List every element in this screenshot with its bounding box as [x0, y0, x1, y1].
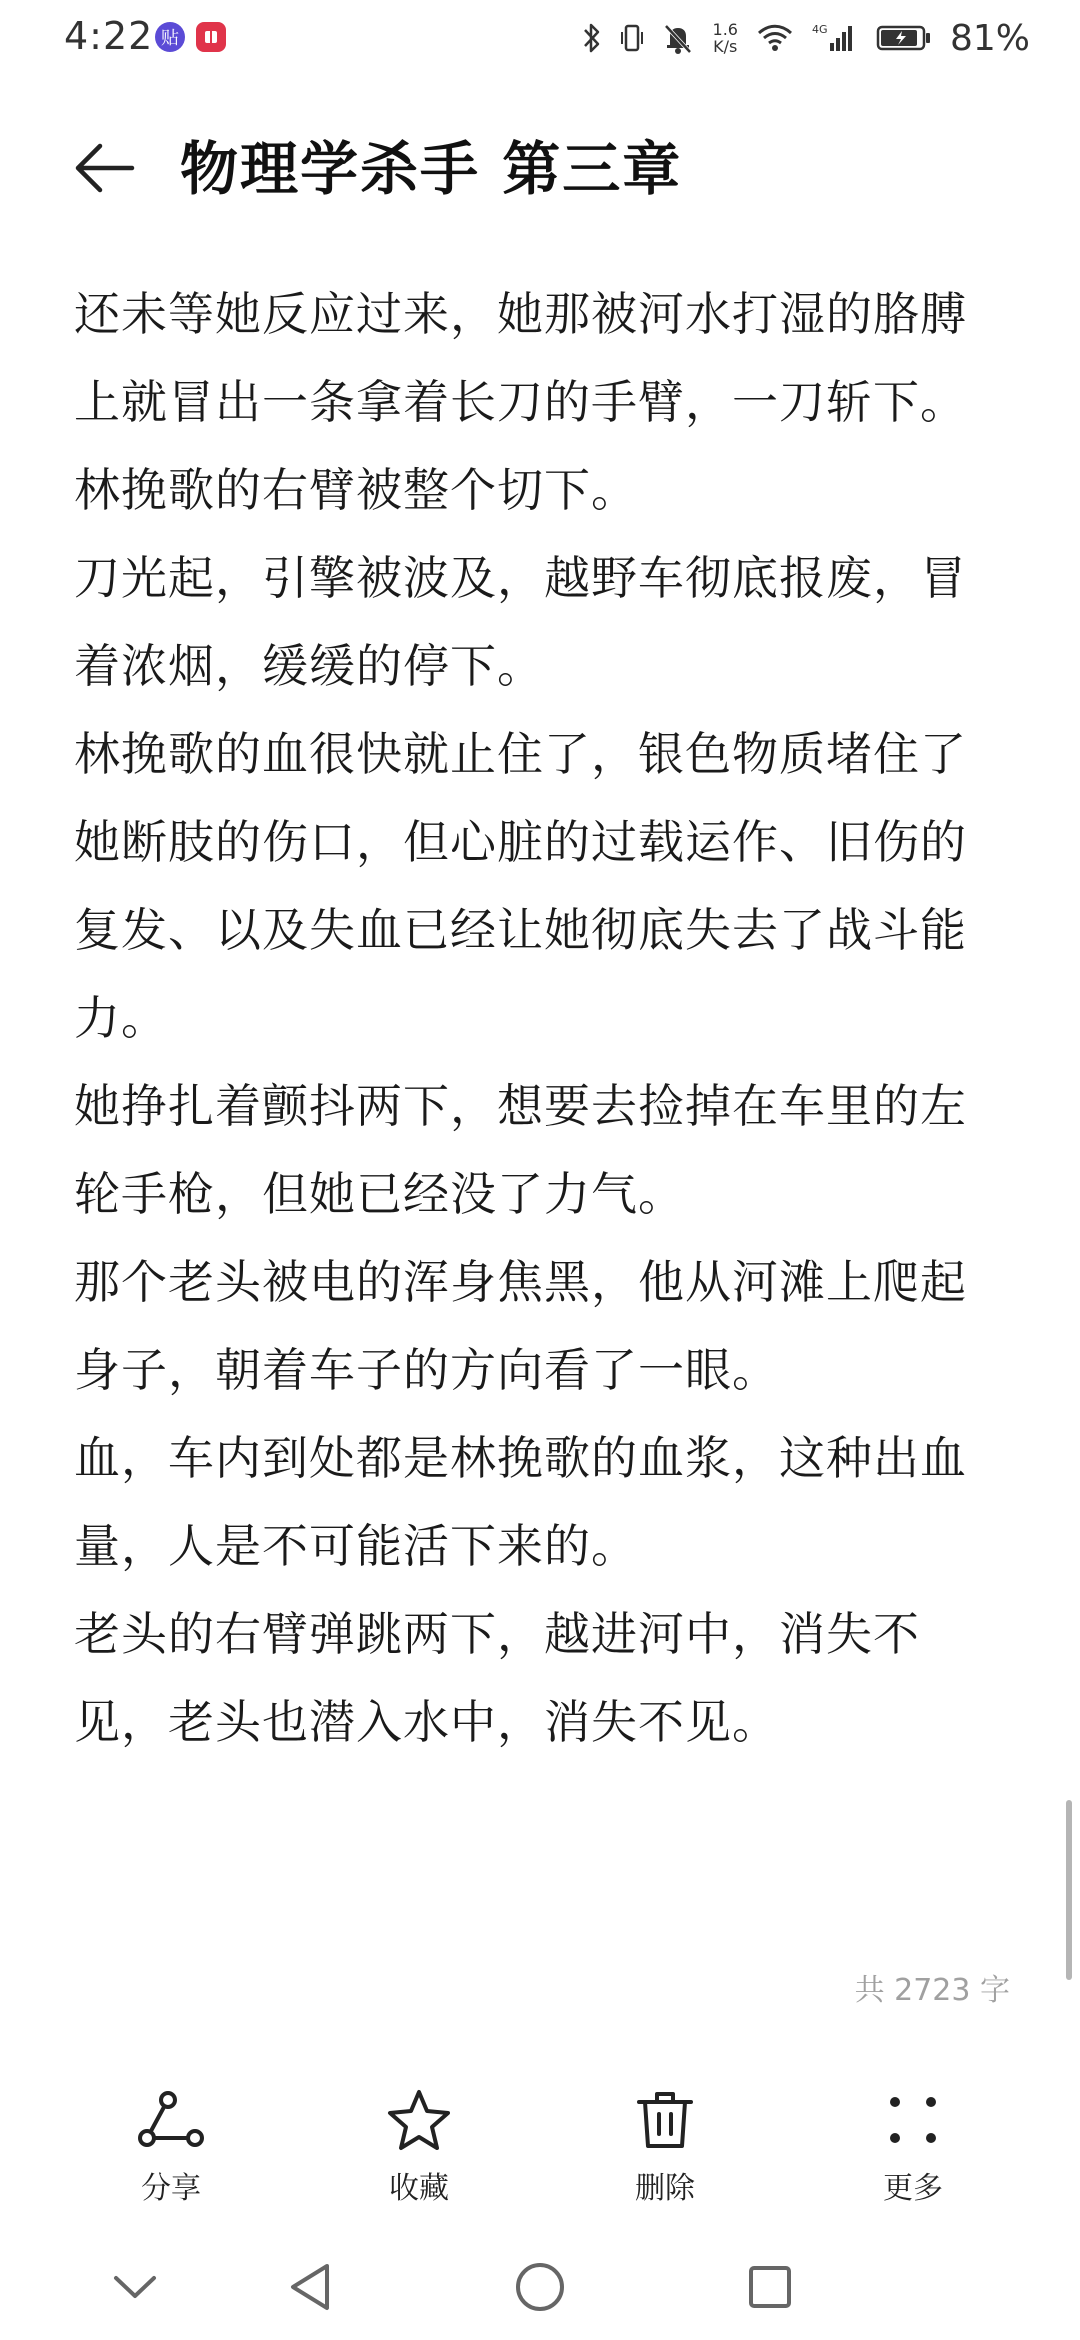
chevron-down-icon: [110, 2272, 160, 2302]
more-label: 更多: [883, 2171, 943, 2206]
nav-recents-button[interactable]: [735, 2252, 805, 2322]
vibrate-icon: [621, 21, 643, 55]
note-content[interactable]: [74, 270, 1004, 1766]
scrollbar[interactable]: [1066, 1800, 1072, 1980]
network-speed: [713, 21, 738, 55]
status-time: 4:22: [64, 14, 154, 58]
share-icon: [136, 2085, 206, 2155]
page-title: 物理学杀手 第三章: [180, 135, 683, 203]
favorite-label: 收藏: [389, 2171, 449, 2206]
network-speed-unit: K/s: [713, 37, 738, 56]
system-navigation-bar: [0, 2240, 1080, 2340]
share-button[interactable]: [86, 2085, 256, 2207]
share-label: 分享: [141, 2171, 201, 2206]
nav-home-button[interactable]: [505, 2252, 575, 2322]
delete-button[interactable]: [580, 2085, 750, 2207]
bluetooth-icon: [581, 21, 603, 55]
network-speed-value: 1.6: [712, 20, 738, 39]
nav-back-button[interactable]: [275, 2252, 345, 2322]
status-icons: [581, 14, 1030, 62]
header: [0, 110, 1080, 220]
paragraph: 她挣扎着颤抖两下，想要去捡掉在车里的左轮手枪，但她已经没了力气。: [74, 1079, 967, 1221]
more-button[interactable]: [828, 2085, 998, 2207]
red-notification-icon: [196, 22, 226, 52]
word-count: 共 2723 字: [854, 1973, 1010, 2008]
action-bar: [0, 2085, 1080, 2215]
paragraph: 还未等她反应过来，她那被河水打湿的胳膊上就冒出一条拿着长刀的手臂，一刀斩下。: [74, 287, 967, 429]
delete-label: 删除: [635, 2171, 695, 2206]
star-icon: [384, 2085, 454, 2155]
paragraph: 血，车内到处都是林挽歌的血浆，这种出血量，人是不可能活下来的。: [74, 1431, 967, 1573]
paragraph: 老头的右臂弹跳两下，越进河中，消失不见，老头也潜入水中，消失不见。: [74, 1607, 920, 1749]
circle-home-icon: [512, 2259, 568, 2315]
battery-percentage: 81%: [949, 17, 1030, 59]
battery-icon: [876, 21, 932, 55]
paragraph: 林挽歌的血很快就止住了，银色物质堵住了她断肢的伤口，但心脏的过载运作、旧伤的复发、以及失血已经让她彻底失去了战斗能力。: [74, 727, 967, 1045]
paragraph: 刀光起，引擎被波及，越野车彻底报废，冒着浓烟，缓缓的停下。: [74, 551, 967, 693]
cellular-signal-icon: [812, 21, 858, 55]
more-dots-icon: [878, 2085, 948, 2155]
paragraph: 那个老头被电的浑身焦黑，他从河滩上爬起身子，朝着车子的方向看了一眼。: [74, 1255, 967, 1397]
square-recents-icon: [745, 2262, 795, 2312]
svg-text:4G: 4G: [811, 23, 828, 36]
trash-icon: [630, 2085, 700, 2155]
paragraph: 林挽歌的右臂被整个切下。: [74, 463, 638, 517]
status-bar: [0, 0, 1080, 80]
wifi-icon: [756, 21, 794, 55]
back-arrow-icon: [72, 140, 136, 196]
triangle-back-icon: [285, 2260, 335, 2314]
favorite-button[interactable]: [334, 2085, 504, 2207]
mute-bell-icon: [661, 21, 695, 55]
nav-collapse-button[interactable]: [100, 2252, 170, 2322]
back-button[interactable]: [68, 132, 140, 204]
tieba-notification-icon: 贴: [155, 22, 185, 52]
